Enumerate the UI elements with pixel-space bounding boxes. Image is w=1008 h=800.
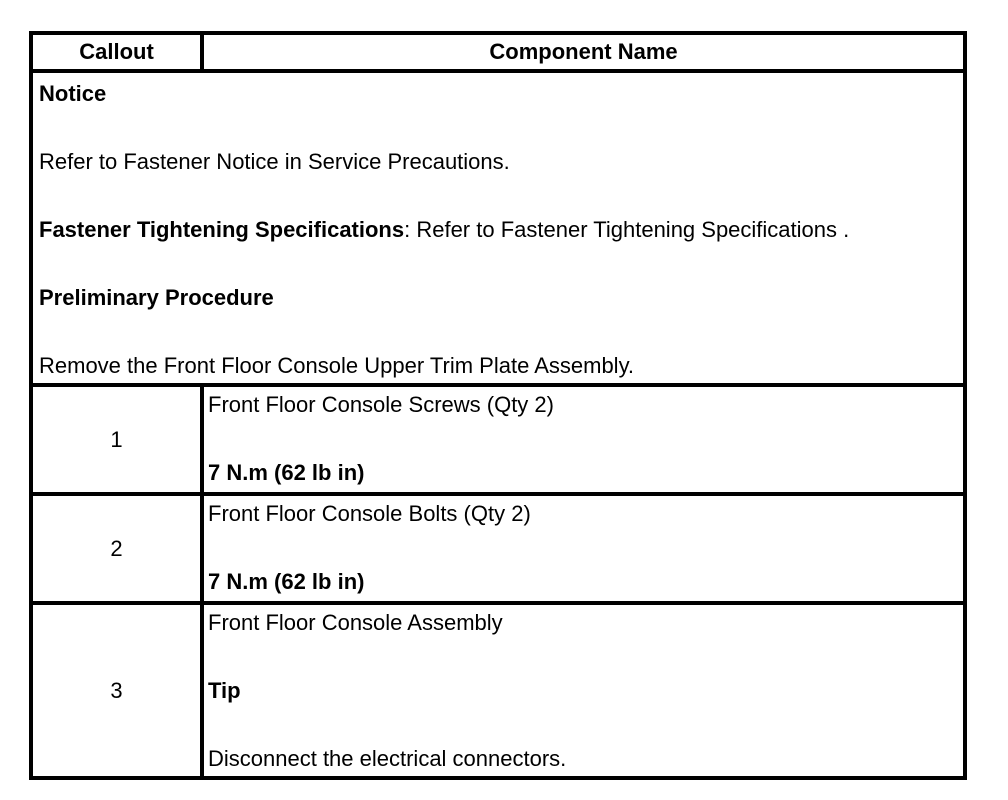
component-cell <box>202 385 965 494</box>
torque-spec: 7 N.m (62 lb in) <box>208 460 365 485</box>
component-cell <box>202 603 965 778</box>
notice-title: Notice <box>39 81 107 106</box>
callout-number: 2 <box>31 494 202 603</box>
notice-cell <box>31 71 965 385</box>
notice-text: Refer to Fastener Notice in Service Precautions. <box>39 149 510 174</box>
notice-row <box>31 71 965 385</box>
table-row <box>31 494 965 603</box>
tip-text: Disconnect the electrical connectors. <box>208 746 567 771</box>
header-row <box>31 33 965 71</box>
component-name: Front Floor Console Bolts (Qty 2) <box>208 501 531 526</box>
callout-number: 3 <box>31 603 202 778</box>
fastener-spec-label: Fastener Tightening Specifications <box>39 217 405 242</box>
fastener-spec-text: : Refer to Fastener Tightening Specifications . <box>404 217 850 242</box>
callout-number: 1 <box>31 385 202 494</box>
component-name: Front Floor Console Screws (Qty 2) <box>208 392 554 417</box>
preliminary-title: Preliminary Procedure <box>39 285 274 310</box>
component-table <box>29 31 967 780</box>
fastener-spec-line <box>39 213 957 247</box>
torque-spec: 7 N.m (62 lb in) <box>208 569 365 594</box>
table-row <box>31 385 965 494</box>
component-name-header: Component Name <box>202 33 965 71</box>
component-name: Front Floor Console Assembly <box>208 610 503 635</box>
callout-header: Callout <box>31 33 202 71</box>
component-cell <box>202 494 965 603</box>
preliminary-text: Remove the Front Floor Console Upper Trim Plate Assembly. <box>39 353 635 378</box>
table-row <box>31 603 965 778</box>
tip-label: Tip <box>208 678 241 703</box>
